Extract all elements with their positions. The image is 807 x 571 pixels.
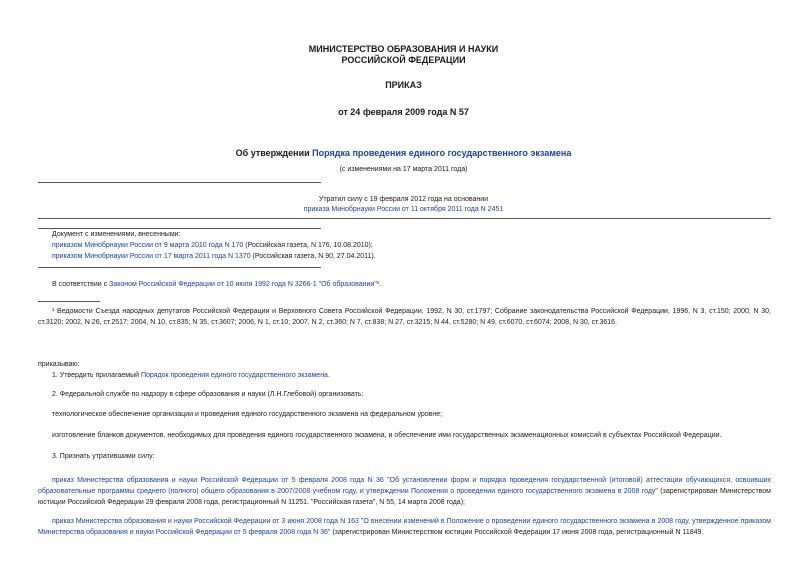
- divider: [38, 218, 771, 219]
- amendment-item: [52, 253, 376, 260]
- title-prefix: Об утверждении: [235, 148, 313, 158]
- p1-link[interactable]: Порядок проведения единого государственного экзамена: [140, 372, 328, 379]
- date-number: от 24 февраля 2009 года N 57: [338, 107, 469, 117]
- footnote-text: Ведомости Съезда народных депутатов Российской Федерации и Верховного Совета Российской Федерации, 1992, N 30, ст.1797; Собрание законодательства Российской Федерации, 1996, N 3, ст.150; 2000, N 30, ст.3120; 2002, N 26, ст.2517; 2004, N 10, ст.835; N 35, ст.3607; 2006, N 1, ст.10; 2007, N 2, ст.360; N 7, ст.838; N 27, ст.3215; N 44, ст.5280; N 49, ст.6070, ст.6074; 2008, N 30, ст.3616.: [38, 308, 771, 326]
- amended-note: (с изменениями на 17 марта 2011 года): [339, 166, 468, 173]
- amendment-rest: (Российская газета, N 90, 27.04.2011).: [250, 253, 376, 260]
- amendment-link[interactable]: приказом Минобрнауки России от 17 марта 2011 года N 1370: [52, 253, 251, 260]
- footnote-divider: [38, 301, 100, 302]
- paragraph-2: 2. Федеральной службе по надзору в сфере образования и науки (Л.Н.Глебовой) организовать:: [52, 391, 364, 398]
- p3b-link[interactable]: приказ Министерства образования и науки Российской Федерации от 3 июня 2008 года N 163 "О внесении изменений в Положение о проведении единого государственного экзамена в 2008 году, утвержденное приказом Министерства образования и науки Российской Федерации от 5 февраля 2008 года N 36": [38, 518, 771, 536]
- paragraph-3b: [38, 516, 771, 538]
- footnote: [38, 306, 771, 328]
- doc-title: [0, 148, 807, 158]
- amendment-rest: (Российская газета, N 176, 10.08.2010);: [243, 242, 373, 249]
- repeal-line: Утратил силу с 19 февраля 2012 года на основании: [318, 196, 489, 203]
- repeal-link[interactable]: приказа Минобрнауки России от 11 октября 2011 года N 2451: [303, 206, 504, 213]
- paragraph-2a: технологическое обеспечение организации и проведения единого государственного экзамена на федеральном уровне;: [52, 411, 443, 418]
- p3a-link[interactable]: приказ Министерства образования и науки Российской Федерации от 5 февраля 2008 года N 36 "Об установлении форм и порядка проведения государственной (итоговой) аттестации обучающихся, освоивших образовательные программы среднего (полного) общего образования в 2007/2008 учебном году, и утверждении Положения о проведении единого государственного экзамена в 2008 году": [38, 477, 771, 495]
- p1-prefix: 1. Утвердить прилагаемый: [52, 372, 141, 379]
- divider: [38, 228, 321, 229]
- ministry-line-1: МИНИСТЕРСТВО ОБРАЗОВАНИЯ И НАУКИ: [308, 44, 499, 54]
- paragraph-1: [52, 372, 330, 379]
- doc-type: ПРИКАЗ: [385, 80, 422, 90]
- basis-suffix: ¹.: [376, 281, 382, 288]
- paragraph-3: 3. Признать утратившими силу:: [52, 453, 155, 460]
- title-link[interactable]: Порядка проведения единого государственного экзамена: [312, 148, 572, 158]
- p1-suffix: .: [327, 372, 330, 379]
- amendments-intro: Документ с изменениями, внесенными:: [52, 231, 181, 238]
- divider: [38, 182, 321, 183]
- repeal-link-line: [0, 206, 807, 213]
- paragraph-2b: изготовление бланков документов, необходимых для проведения единого государственного экзамена, и обеспечение ими государственных экзаменационных комиссий в субъектах Российской Федерации.: [52, 432, 722, 439]
- amendment-link[interactable]: приказом Минобрнауки России от 9 марта 2010 года N 170: [52, 242, 244, 249]
- order-word: приказываю:: [38, 361, 80, 368]
- basis-paragraph: [52, 281, 381, 288]
- amendment-item: [52, 242, 373, 249]
- basis-prefix: В соответствии с: [52, 281, 110, 288]
- ministry-line-2: РОССИЙСКОЙ ФЕДЕРАЦИИ: [341, 55, 466, 65]
- p3a-rest: (зарегистрирован Министерством юстиции Российской Федерации 29 февраля 2008 года, регистрационный N 11251. "Российская газета", N 55, 14 марта 2008 года);: [38, 488, 771, 506]
- divider: [38, 267, 321, 268]
- paragraph-3a: [38, 475, 771, 508]
- footnote-mark: ¹: [52, 308, 55, 315]
- p3b-rest: (зарегистрирован Министерством юстиции Российской Федерации 17 июня 2008 года, регистрационный N 11849.: [330, 529, 704, 536]
- basis-link[interactable]: Законом Российской Федерации от 10 июля 1992 года N 3266-1 "Об образовании": [109, 281, 377, 288]
